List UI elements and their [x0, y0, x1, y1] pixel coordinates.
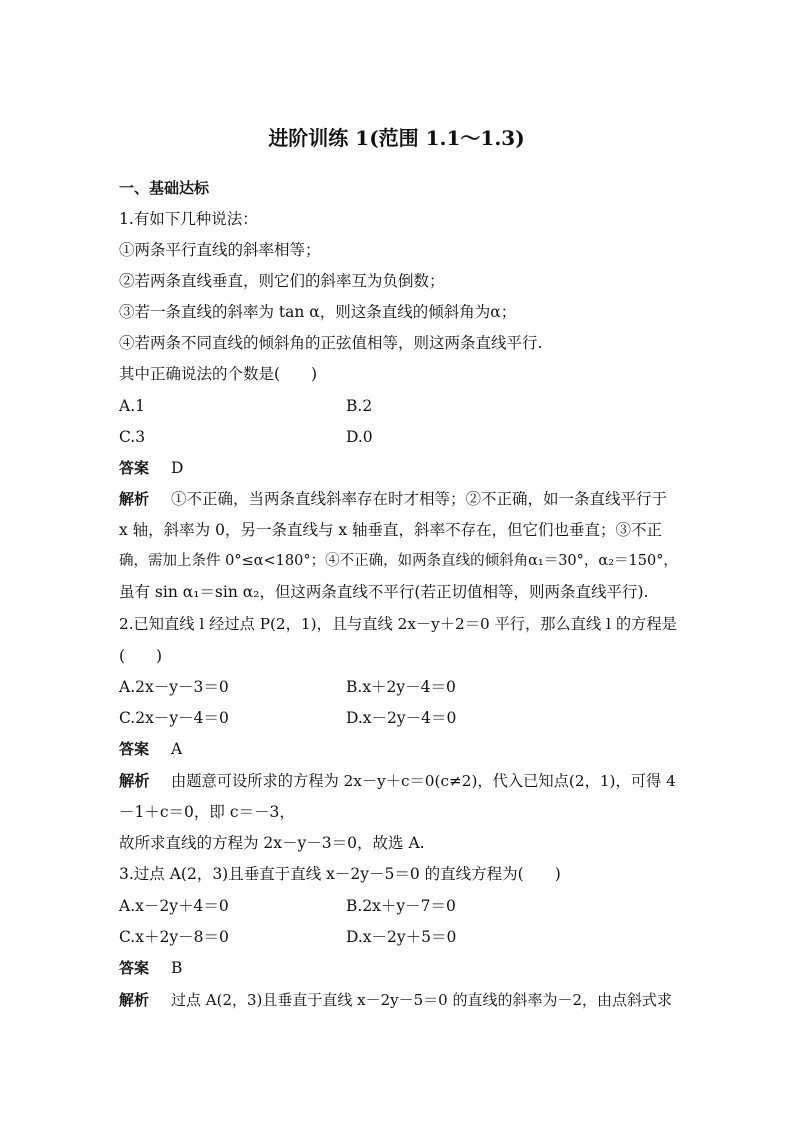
- q3-stem: 3.过点 A(2，3)且垂直于直线 x－2y－5＝0 的直线方程为( ): [119, 865, 561, 883]
- q2-explanation-line-1: [119, 771, 676, 791]
- q2-option-d: D.x－2y－4＝0: [346, 709, 457, 727]
- q1-explanation-line-4: 虽有 sin α₁＝sin α₂，但这两条直线不平行(若正切值相等，则两条直线平行).: [119, 583, 649, 601]
- q2-stem-line-2: ( ): [119, 647, 163, 665]
- q2-option-a: A.2x－y－3＝0: [119, 678, 229, 696]
- section-heading: 一、基础达标: [119, 179, 210, 197]
- answer-label: 答案: [119, 959, 150, 977]
- answer-value: D: [171, 459, 184, 477]
- q2-option-b: B.x＋2y－4＝0: [346, 678, 456, 696]
- q3-option-b: B.2x＋y－7＝0: [346, 897, 456, 915]
- explanation-label: 解析: [119, 490, 150, 508]
- explanation-label: 解析: [119, 991, 150, 1009]
- q3-answer: [119, 958, 182, 978]
- explanation-text: 由题意可设所求的方程为 2x－y＋c＝0(c≠2)，代入已知点(2，1)，可得 4: [171, 772, 676, 790]
- q1-statement-2: ②若两条直线垂直，则它们的斜率互为负倒数；: [119, 272, 445, 290]
- q3-option-a: A.x－2y＋4＝0: [119, 897, 229, 915]
- answer-value: A: [171, 740, 183, 758]
- q1-option-a: A.1: [119, 397, 145, 415]
- q3-option-c: C.x＋2y－8＝0: [119, 928, 229, 946]
- q2-answer: [119, 739, 182, 759]
- q1-stem: 1.有如下几种说法：: [119, 210, 258, 228]
- q1-option-d: D.0: [346, 428, 373, 446]
- q1-option-c: C.3: [119, 428, 146, 446]
- q1-option-b: B.2: [346, 397, 373, 415]
- explanation-text: 过点 A(2，3)且垂直于直线 x－2y－5＝0 的直线的斜率为－2，由点斜式求: [171, 991, 673, 1009]
- q2-explanation-line-2: －1＋c＝0，即 c＝－3，: [119, 803, 295, 821]
- q1-ask: 其中正确说法的个数是( ): [119, 365, 318, 383]
- q1-statement-3: ③若一条直线的斜率为 tan α，则这条直线的倾斜角为α；: [119, 303, 517, 321]
- q1-explanation-line-3: 确，需加上条件 0°≤α<180°；④不正确，如两条直线的倾斜角α₁＝30°，α₂＝150°，: [119, 553, 678, 569]
- q1-statement-4: ④若两条不同直线的倾斜角的正弦值相等，则这两条直线平行.: [119, 334, 543, 352]
- q1-explanation-line-1: [119, 489, 667, 509]
- answer-value: B: [171, 959, 183, 977]
- explanation-label: 解析: [119, 772, 150, 790]
- q2-option-c: C.2x－y－4＝0: [119, 709, 229, 727]
- answer-label: 答案: [119, 459, 150, 477]
- q1-answer: [119, 458, 183, 478]
- q1-explanation-line-2: x 轴，斜率为 0，另一条直线与 x 轴垂直，斜率不存在，但它们也垂直；③不正: [119, 521, 663, 539]
- q2-explanation-line-3: 故所求直线的方程为 2x－y－3＝0，故选 A.: [119, 834, 425, 852]
- page-title: 进阶训练 1(范围 1.1～1.3): [268, 126, 525, 150]
- q2-stem-line-1: 2.已知直线 l 经过点 P(2，1)，且与直线 2x－y＋2＝0 平行，那么直线 l 的方程是: [119, 615, 677, 633]
- q3-option-d: D.x－2y＋5＝0: [346, 928, 457, 946]
- q1-statement-1: ①两条平行直线的斜率相等；: [119, 241, 321, 259]
- explanation-text: ①不正确，当两条直线斜率存在时才相等；②不正确，如一条直线平行于: [171, 490, 668, 508]
- answer-label: 答案: [119, 740, 150, 758]
- q3-explanation-line-1: [119, 990, 672, 1010]
